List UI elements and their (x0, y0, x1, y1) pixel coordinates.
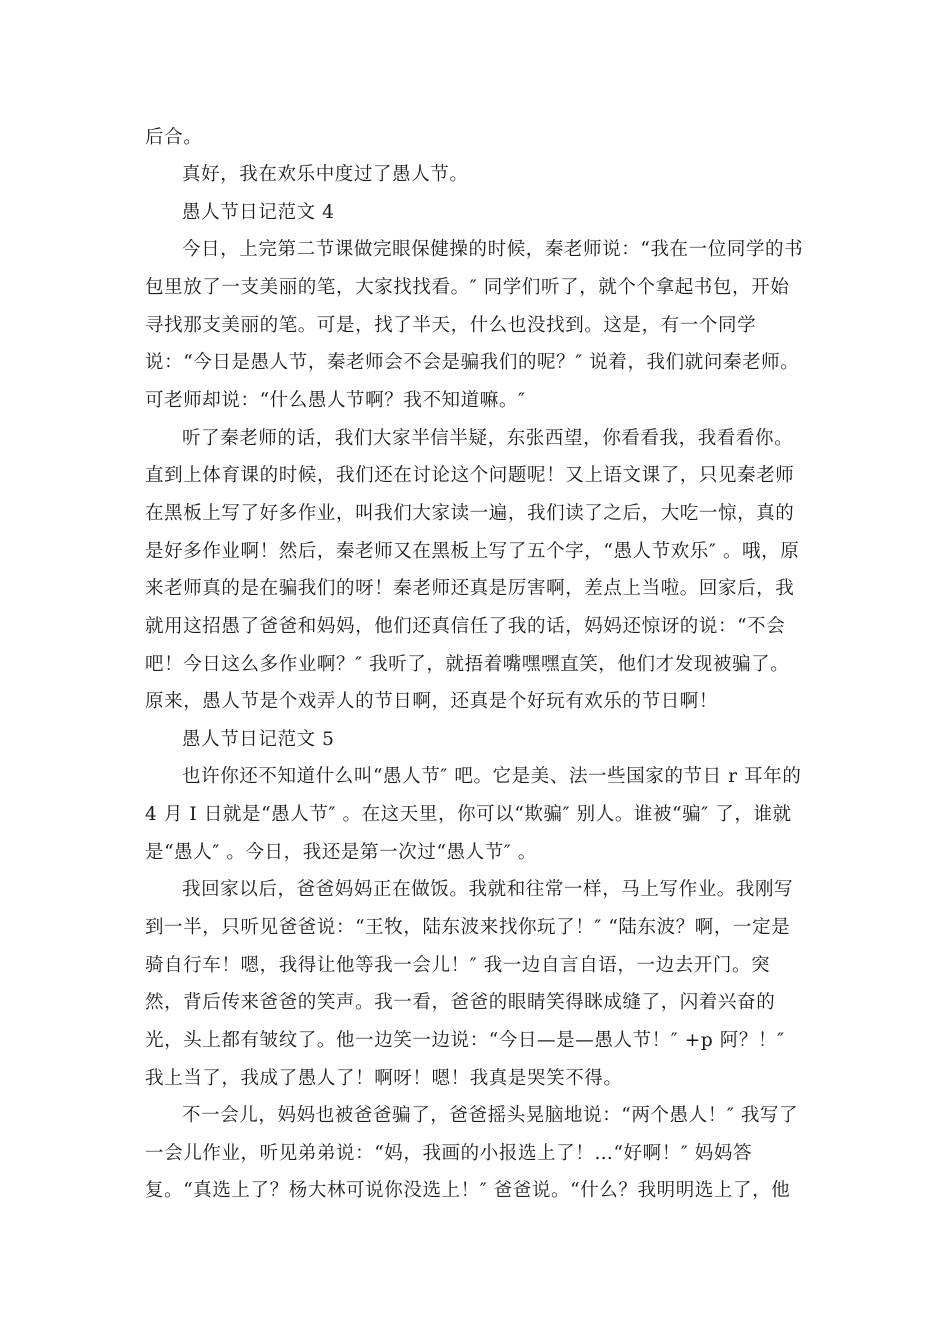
text-line: 光，头上都有皱纹了。他一边笑一边说：“今日—是—愚人节！″ +p 阿？！″ (145, 1030, 785, 1051)
text-line: 包里放了一支美丽的笔，大家找找看。″ 同学们听了，就个个拿起书包，开始 (145, 277, 790, 298)
text-line: 今日，上完第二节课做完眼保健操的时候，秦老师说：“我在一位同学的书 (182, 239, 804, 260)
text-line: 是“愚人″ 。今日，我还是第一次过“愚人节″ 。 (145, 842, 537, 863)
text-line: 是好多作业啊！然后，秦老师又在黑板上写了五个字，“愚人节欢乐″ 。哦，原 (145, 541, 800, 562)
text-line: 在黑板上写了好多作业，叫我们大家读一遍，我们读了之后，大吃一惊，真的 (145, 503, 795, 524)
section-heading: 愚人节日记范文 5 (182, 729, 335, 750)
text-line: 我回家以后，爸爸妈妈正在做饭。我就和往常一样，马上写作业。我刚写 (182, 879, 794, 900)
text-line: 吧！今日这么多作业啊？″ 我听了，就捂着嘴嘿嘿直笑，他们才发现被骗了。 (145, 654, 790, 675)
text-line: 也许你还不知道什么叫“愚人节″ 吧。它是美、法一些国家的节日 r 耳年的 (182, 766, 802, 787)
text-line: 4 月 I 日就是“愚人节″ 。在这天里，你可以“欺骗″ 别人。谁被“骗″ 了，谁就 (145, 804, 792, 825)
text-line: 可老师却说：“什么愚人节啊？我不知道嘛。″ (145, 390, 526, 411)
text-line: 到一半，只听见爸爸说：“王牧，陆东波来找你玩了！″ “陆东波？啊，一定是 (145, 917, 791, 938)
text-line: 寻找那支美丽的笔。可是，找了半天，什么也没找到。这是，有一个同学 (145, 315, 757, 336)
text-line: 骑自行车！嗯，我得让他等我一会儿！″ 我一边自言自语，一边去开门。突 (145, 955, 771, 976)
text-line: 原来，愚人节是个戏弄人的节日啊，还真是个好玩有欢乐的节日啊！ (145, 691, 719, 712)
text-line: 真好，我在欢乐中度过了愚人节。 (182, 164, 469, 185)
text-line: 一会儿作业，听见弟弟说：“妈，我画的小报选上了！…“好啊！″ 妈妈答 (145, 1143, 753, 1164)
text-line: 就用这招愚了爸爸和妈妈，他们还真信任了我的话，妈妈还惊讶的说：“不会 (145, 616, 786, 637)
text-line: 说：“今日是愚人节，秦老师会不会是骗我们的呢？″ 说着，我们就问秦老师。 (145, 352, 800, 373)
section-heading: 愚人节日记范文 4 (182, 202, 335, 223)
text-line: 复。“真选上了？杨大林可说你没选上！″ 爸爸说。“什么？我明明选上了，他 (145, 1180, 791, 1201)
text-line: 听了秦老师的话，我们大家半信半疑，东张西望，你看看我，我看看你。 (182, 428, 794, 449)
text-line: 然，背后传来爸爸的笑声。我一看，爸爸的眼睛笑得眯成缝了，闪着兴奋的 (145, 992, 776, 1013)
text-line: 我上当了，我成了愚人了！啊呀！嗯！我真是哭笑不得。 (145, 1068, 623, 1089)
text-line: 直到上体育课的时候，我们还在讨论这个问题呢！又上语文课了，只见秦老师 (145, 465, 795, 486)
text-line: 后合。 (145, 127, 203, 148)
text-line: 来老师真的是在骗我们的呀！秦老师还真是厉害啊，差点上当啦。回家后，我 (145, 578, 795, 599)
text-line: 不一会儿，妈妈也被爸爸骗了，爸爸摇头晃脑地说：“两个愚人！″ 我写了 (182, 1105, 799, 1126)
